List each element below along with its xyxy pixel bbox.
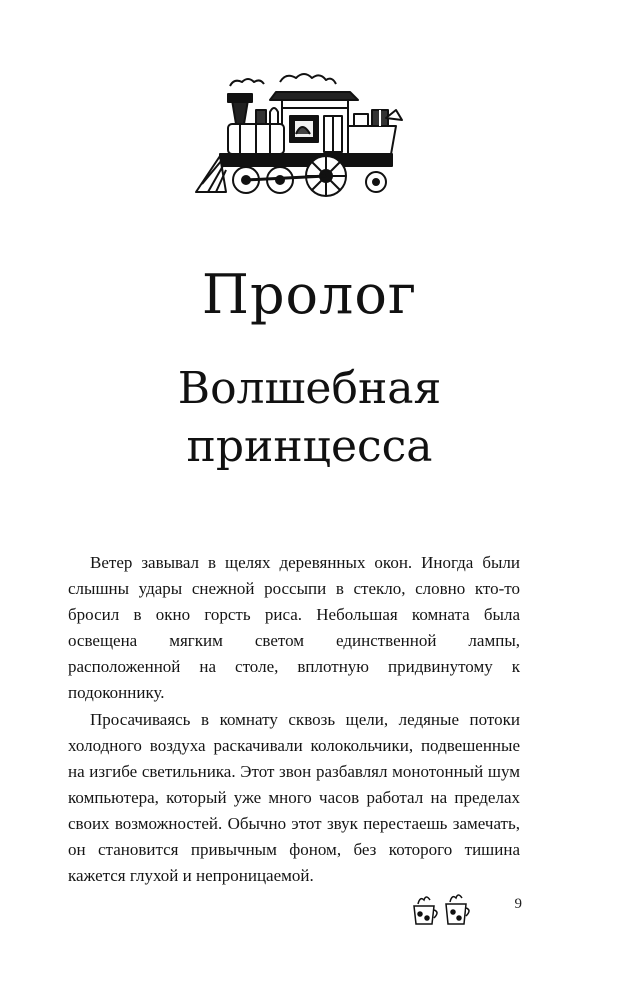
chapter-title: Пролог	[201, 263, 418, 326]
body-text	[68, 550, 520, 889]
chapter-subtitle	[0, 360, 619, 476]
mugs-ornament-icon	[408, 890, 474, 928]
chapter-subtitle-line1: Волшебная	[177, 363, 442, 414]
page-number: 9	[514, 896, 522, 912]
steam-locomotive-icon	[190, 60, 430, 220]
paragraph: Ветер завывал в щелях деревянных окон. Иногда были слышны удары снежной россыпи в стекло, словно кто-то бросил в окно горсть риса. Небольшая комната была освещена мягким светом единственной лампы, расположенной на столе, вплотную придвинутому к подоконнику.	[68, 553, 520, 703]
paragraph: Просачиваясь в комнату сквозь щели, ледяные потоки холодного воздуха раскачивали колокольчики, подвешенные на изгибе светильника. Этот звон разбавлял монотонный шум компьютера, который уже много часов работал на пределах своих возможностей. Обычно этот звук перестаешь замечать, он становится привычным фоном, без которого тишина кажется глухой и непроницаемой.	[68, 709, 520, 886]
chapter-subtitle-line2: принцесса	[186, 421, 433, 472]
